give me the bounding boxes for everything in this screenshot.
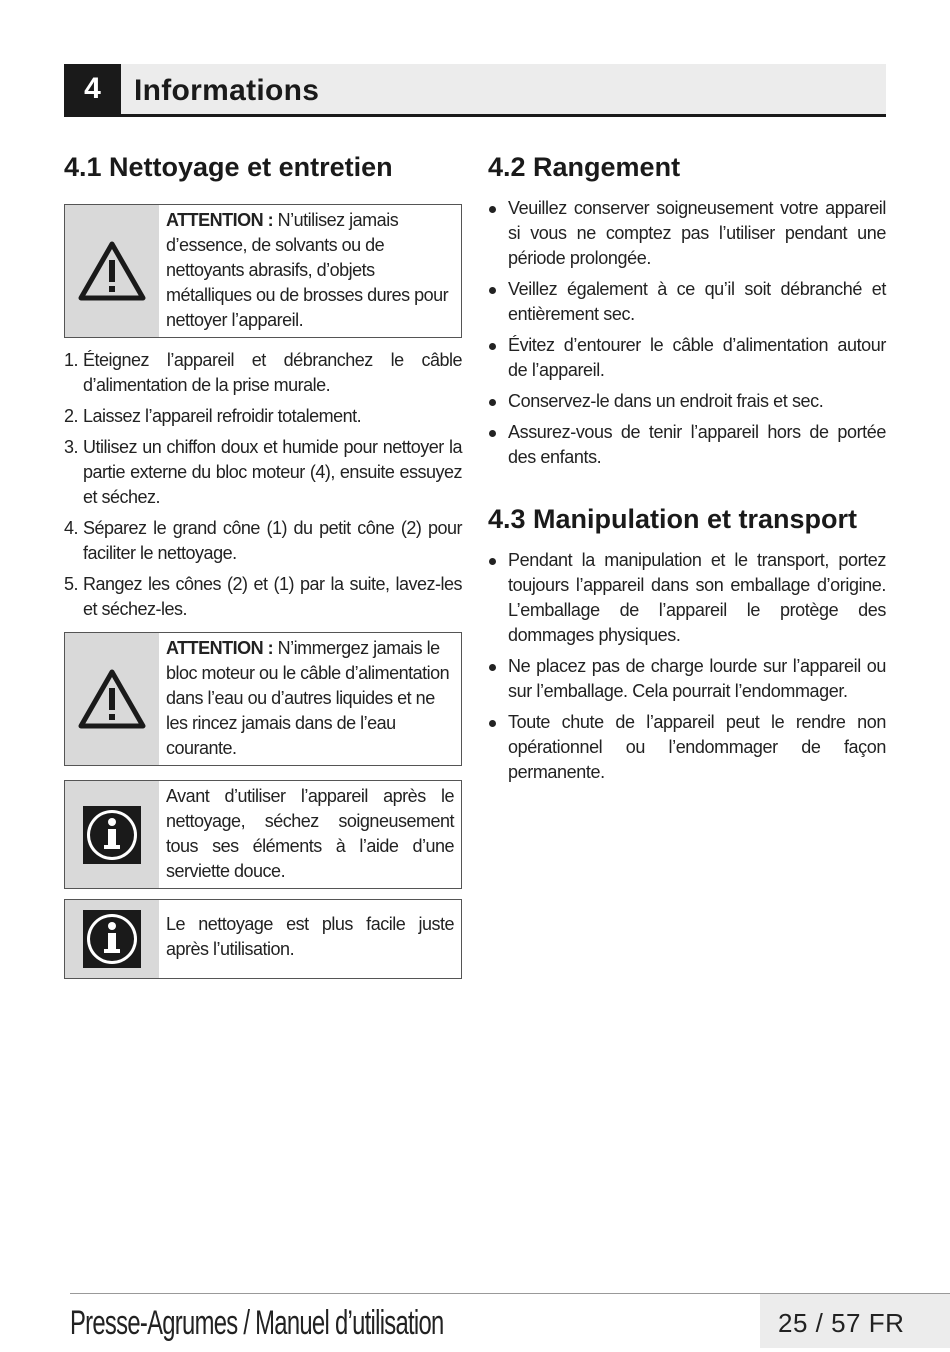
bullet-text: Évitez d’entourer le câble d’alimentation autour de l’appareil. bbox=[508, 335, 886, 380]
bullet-icon bbox=[489, 206, 496, 213]
right-column bbox=[488, 150, 886, 795]
warning-label-1: ATTENTION : bbox=[166, 210, 274, 230]
list-item bbox=[488, 389, 886, 414]
chapter-header bbox=[64, 64, 886, 117]
list-item bbox=[488, 710, 886, 785]
list-item bbox=[64, 435, 462, 510]
step-number: 3. bbox=[64, 437, 79, 457]
bullet-text: Veillez également à ce qu’il soit débranché et entièrement sec. bbox=[508, 279, 886, 324]
bullet-icon bbox=[489, 558, 496, 565]
info-icon bbox=[65, 781, 159, 888]
warning-triangle-icon bbox=[65, 205, 159, 337]
list-item bbox=[488, 548, 886, 648]
list-item bbox=[488, 196, 886, 271]
info-box-1 bbox=[64, 780, 462, 889]
warning-text-1 bbox=[159, 205, 461, 337]
bullet-text: Veuillez conserver soigneusement votre appareil si vous ne comptez pas l’utiliser pendant une période prolongée. bbox=[508, 198, 886, 268]
list-item bbox=[488, 420, 886, 470]
footer-page-number: 25 / 57 FR bbox=[760, 1294, 950, 1348]
bullet-text: Ne placez pas de charge lourde sur l’appareil ou sur l’emballage. Cela pourrait l’endommager. bbox=[508, 656, 886, 701]
warning-body-1: N’utilisez jamais d’essence, de solvants ou de nettoyants abrasifs, d’objets métalliques ou de brosses dures pour nettoyer l’appareil. bbox=[166, 210, 449, 330]
warning-label-2: ATTENTION : bbox=[166, 638, 274, 658]
section-title-4-2: 4.2 Rangement bbox=[488, 152, 681, 182]
list-item bbox=[488, 277, 886, 327]
chapter-title: Informations bbox=[134, 74, 320, 107]
list-item bbox=[64, 516, 462, 566]
chapter-number: 4 bbox=[64, 64, 121, 114]
storage-list bbox=[488, 196, 886, 470]
step-number: 1. bbox=[64, 350, 79, 370]
warning-body-2: N’immergez jamais le bloc moteur ou le câble d’alimentation dans l’eau ou d’autres liquides et ne les rincez jamais dans de l’eau courante. bbox=[166, 638, 450, 758]
info-text-2: Le nettoyage est plus facile juste après l’utilisation. bbox=[159, 900, 461, 978]
step-number: 2. bbox=[64, 406, 79, 426]
list-item bbox=[488, 333, 886, 383]
list-item bbox=[64, 572, 462, 622]
list-item bbox=[64, 348, 462, 398]
step-number: 5. bbox=[64, 574, 79, 594]
info-icon bbox=[65, 900, 159, 978]
bullet-icon bbox=[489, 720, 496, 727]
list-item bbox=[64, 404, 462, 429]
handling-list bbox=[488, 548, 886, 785]
left-column bbox=[64, 150, 462, 989]
bullet-text: Pendant la manipulation et le transport, portez toujours l’appareil dans son emballage d’origine. L’emballage de l’appareil le protège des dommages physiques. bbox=[508, 550, 886, 645]
bullet-icon bbox=[489, 343, 496, 350]
bullet-icon bbox=[489, 430, 496, 437]
step-text: Éteignez l’appareil et débranchez le câble d’alimentation de la prise murale. bbox=[83, 350, 462, 395]
warning-text-2 bbox=[159, 633, 461, 765]
warning-box-1 bbox=[64, 204, 462, 338]
warning-box-2 bbox=[64, 632, 462, 766]
step-text: Utilisez un chiffon doux et humide pour nettoyer la partie externe du bloc moteur (4), ensuite essuyez et séchez. bbox=[83, 437, 462, 507]
bullet-text: Toute chute de l’appareil peut le rendre non opérationnel ou l’endommager de façon permanente. bbox=[508, 712, 886, 782]
bullet-icon bbox=[489, 399, 496, 406]
step-text: Laissez l’appareil refroidir totalement. bbox=[83, 406, 362, 426]
info-box-2 bbox=[64, 899, 462, 979]
list-item bbox=[488, 654, 886, 704]
cleaning-steps bbox=[64, 348, 462, 622]
bullet-text: Assurez-vous de tenir l’appareil hors de portée des enfants. bbox=[508, 422, 886, 467]
warning-triangle-icon bbox=[65, 633, 159, 765]
bullet-text: Conservez-le dans un endroit frais et sec. bbox=[508, 391, 824, 411]
bullet-icon bbox=[489, 664, 496, 671]
info-text-1: Avant d’utiliser l’appareil après le nettoyage, séchez soigneusement tous ses éléments à l’aide d’une serviette douce. bbox=[159, 781, 461, 888]
step-text: Rangez les cônes (2) et (1) par la suite, lavez-les et séchez-les. bbox=[83, 574, 462, 619]
section-title-4-3: 4.3 Manipulation et transport bbox=[488, 504, 858, 534]
step-text: Séparez le grand cône (1) du petit cône (2) pour faciliter le nettoyage. bbox=[83, 518, 462, 563]
footer-document-title: Presse-Agrumes / Manuel d’utilisation bbox=[70, 1304, 444, 1342]
section-title-4-1: 4.1 Nettoyage et entretien bbox=[64, 152, 393, 182]
bullet-icon bbox=[489, 287, 496, 294]
step-number: 4. bbox=[64, 518, 79, 538]
